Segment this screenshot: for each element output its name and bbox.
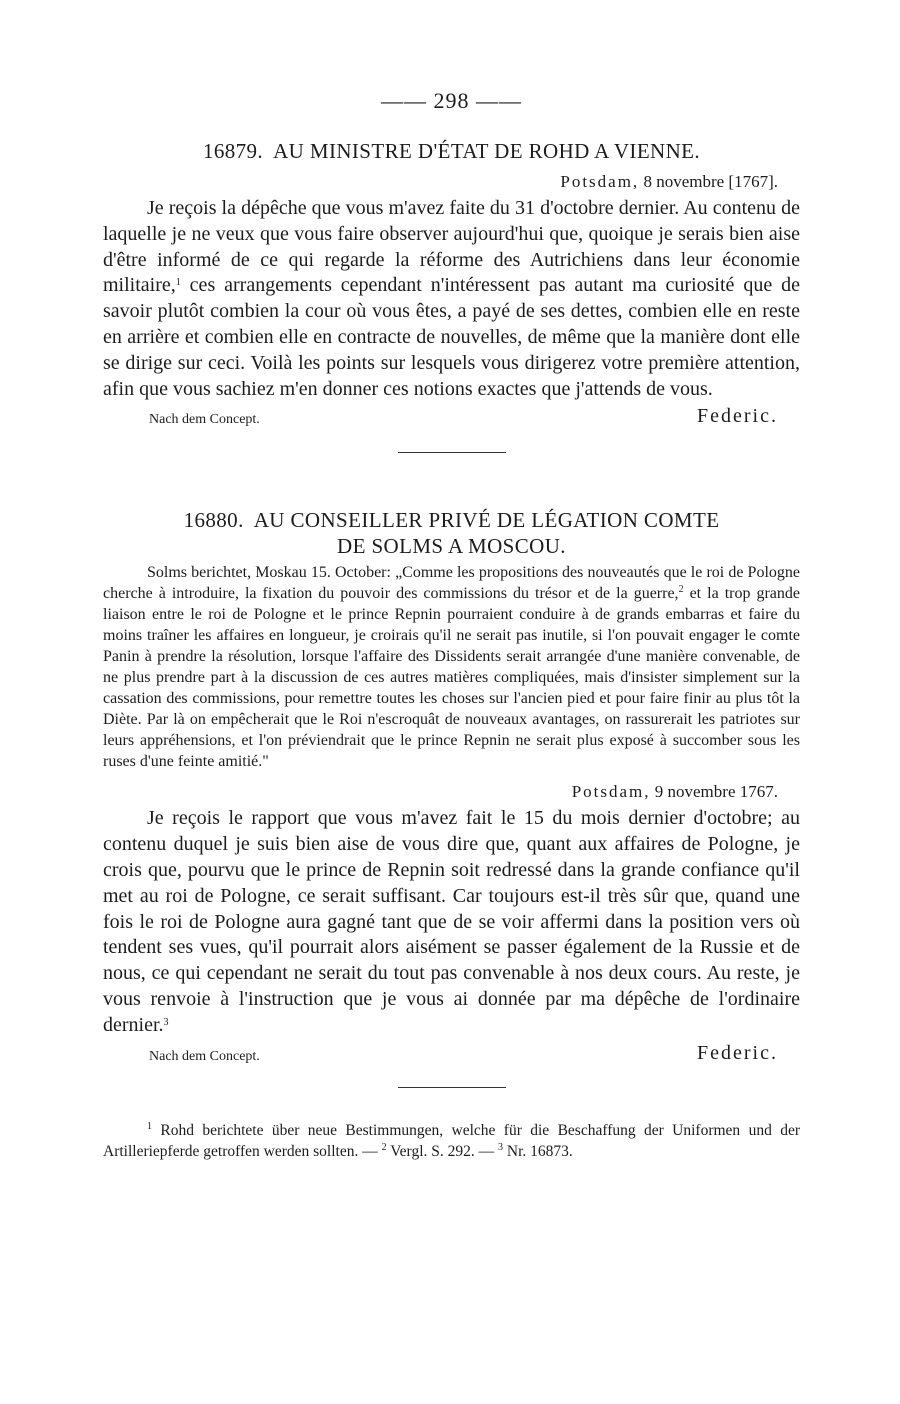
page-number: —— 298 ——: [381, 88, 522, 113]
letter-body: [103, 806, 800, 1038]
summary-text-continued: et la trop grande liaison entre le roi de Pologne et le prince Repnin pourraient conduire à de grands embarras et faire du moins traîner les affaires en longueur, je croirais qu'il ne serait pas inutile, si l'on pouvait engager le comte Panin à prendre la résolution, lorsque l'affaire des Dissidents serait arrangée d'une manière convenable, de ne plus prendre part à la discussion de ces autres matières compliquées, mais d'insister simplement sur la cassation des commissions, pour remettre toutes les choses sur l'ancien pied et pour faire finir au plus tôt la Diète. Par là on empêcherait que le Roi n'escroquât de nouveaux avantages, on rassurerait les patriotes sur leurs appréhensions, et l'on préviendrait que le prince Repnin ne serait plus exposé à succomber sous les ruses d'une feinte amitié.": [103, 585, 801, 770]
section-divider: [398, 452, 506, 453]
footnote-mark: 2: [381, 1142, 387, 1154]
letter-text: Je reçois la dépêche que vous m'avez faite du 31 d'octobre dernier. Au contenu de laquelle je ne veux que vous faire observer aujourd'hui que, quoique je serais bien aise d'être informé de ce qui regarde la réforme des Autrichiens dans leur économie militaire,: [103, 197, 800, 297]
letter-text: Je reçois le rapport que vous m'avez fait le 15 du mois dernier d'octobre; au contenu duquel je suis bien aise de vous dire que, quant aux affaires de Pologne, je crois que, pourvu que le prince de Repnin soit redressé dans la grande confiance qu'il met au roi de Pologne, ce serait suffisant. Car toujours est-il très sûr que, quand une fois le roi de Pologne aura gagné tant que de se voir affermi dans la position vers où tendent ses vues, qu'il pourrait alors aisément se passer également de la Russie et de nous, ce qui cependant ne serait du tout pas convenable à nos deux cours. Au reste, je vous renvoie à l'instruction que je vous ai donnée par ma dépêche de l'ordinaire dernier.: [103, 807, 800, 1036]
dateline-date: 8 novembre [1767].: [639, 172, 778, 191]
dateline-place: Potsdam,: [560, 172, 640, 191]
letter-body: [103, 196, 800, 402]
footnote-text: Nr. 16873.: [503, 1143, 573, 1161]
report-summary: [103, 563, 800, 772]
footnote-text: Vergl. S. 292. —: [386, 1143, 498, 1161]
footnote-mark: 3: [498, 1142, 503, 1154]
dateline: [103, 170, 800, 194]
summary-text: Solms berichtet, Moskau 15. October: „Comme les propositions des nouveautés que le roi de Pologne cherche à introduire, la fixation du pouvoir des commissions du trésor et de la guerre,: [103, 564, 800, 603]
dateline-date: 9 novembre 1767.: [650, 782, 778, 802]
signature-row: [103, 1039, 800, 1067]
dateline-place: Potsdam,: [571, 782, 651, 802]
footnote-ref: 3: [163, 1016, 169, 1028]
signature: Federic.: [697, 405, 778, 428]
footnotes: [103, 1120, 800, 1163]
dateline: [103, 780, 800, 804]
footnote-divider: [398, 1087, 506, 1088]
entry-number: 16879.: [202, 139, 264, 163]
entry-heading: [103, 507, 800, 559]
entry-number: 16880.: [183, 508, 244, 533]
footnote-text: Rohd berichtete über neue Bestimmungen, welche für die Beschaffung der Uniformen und der Artilleriepferde getroffen werden sollten. —: [103, 1121, 800, 1161]
footnote-ref: 1: [175, 277, 181, 289]
entry-title: AU MINISTRE D'ÉTAT DE ROHD A VIENNE.: [273, 139, 701, 163]
entry-title-line1: AU CONSEILLER PRIVÉ DE LÉGATION COMTE: [253, 508, 720, 533]
footnote-ref: 2: [678, 584, 684, 596]
footnote-mark: 1: [147, 1120, 152, 1132]
entry-heading: [103, 138, 800, 164]
page: [103, 86, 800, 1163]
signature-row: [103, 402, 800, 430]
source-note: Nach dem Concept.: [149, 1048, 260, 1064]
signature: Federic.: [697, 1041, 778, 1064]
letter-text-continued: ces arrangements cependant n'intéressent pas autant ma curiosité que de savoir plutôt combien la cour où vous êtes, a payé de ses dettes, combien elle en reste en arrière et combien elle en contracte de nouvelles, de même que la manière dont elle se dirige sur ceci. Voilà les points sur lesquels vous dirigerez votre première attention, afin que vous sachiez m'en donner ces notions exactes que j'attends de vous.: [103, 274, 800, 400]
source-note: Nach dem Concept.: [149, 412, 260, 428]
entry-title-line2: DE SOLMS A MOSCOU.: [337, 534, 566, 559]
